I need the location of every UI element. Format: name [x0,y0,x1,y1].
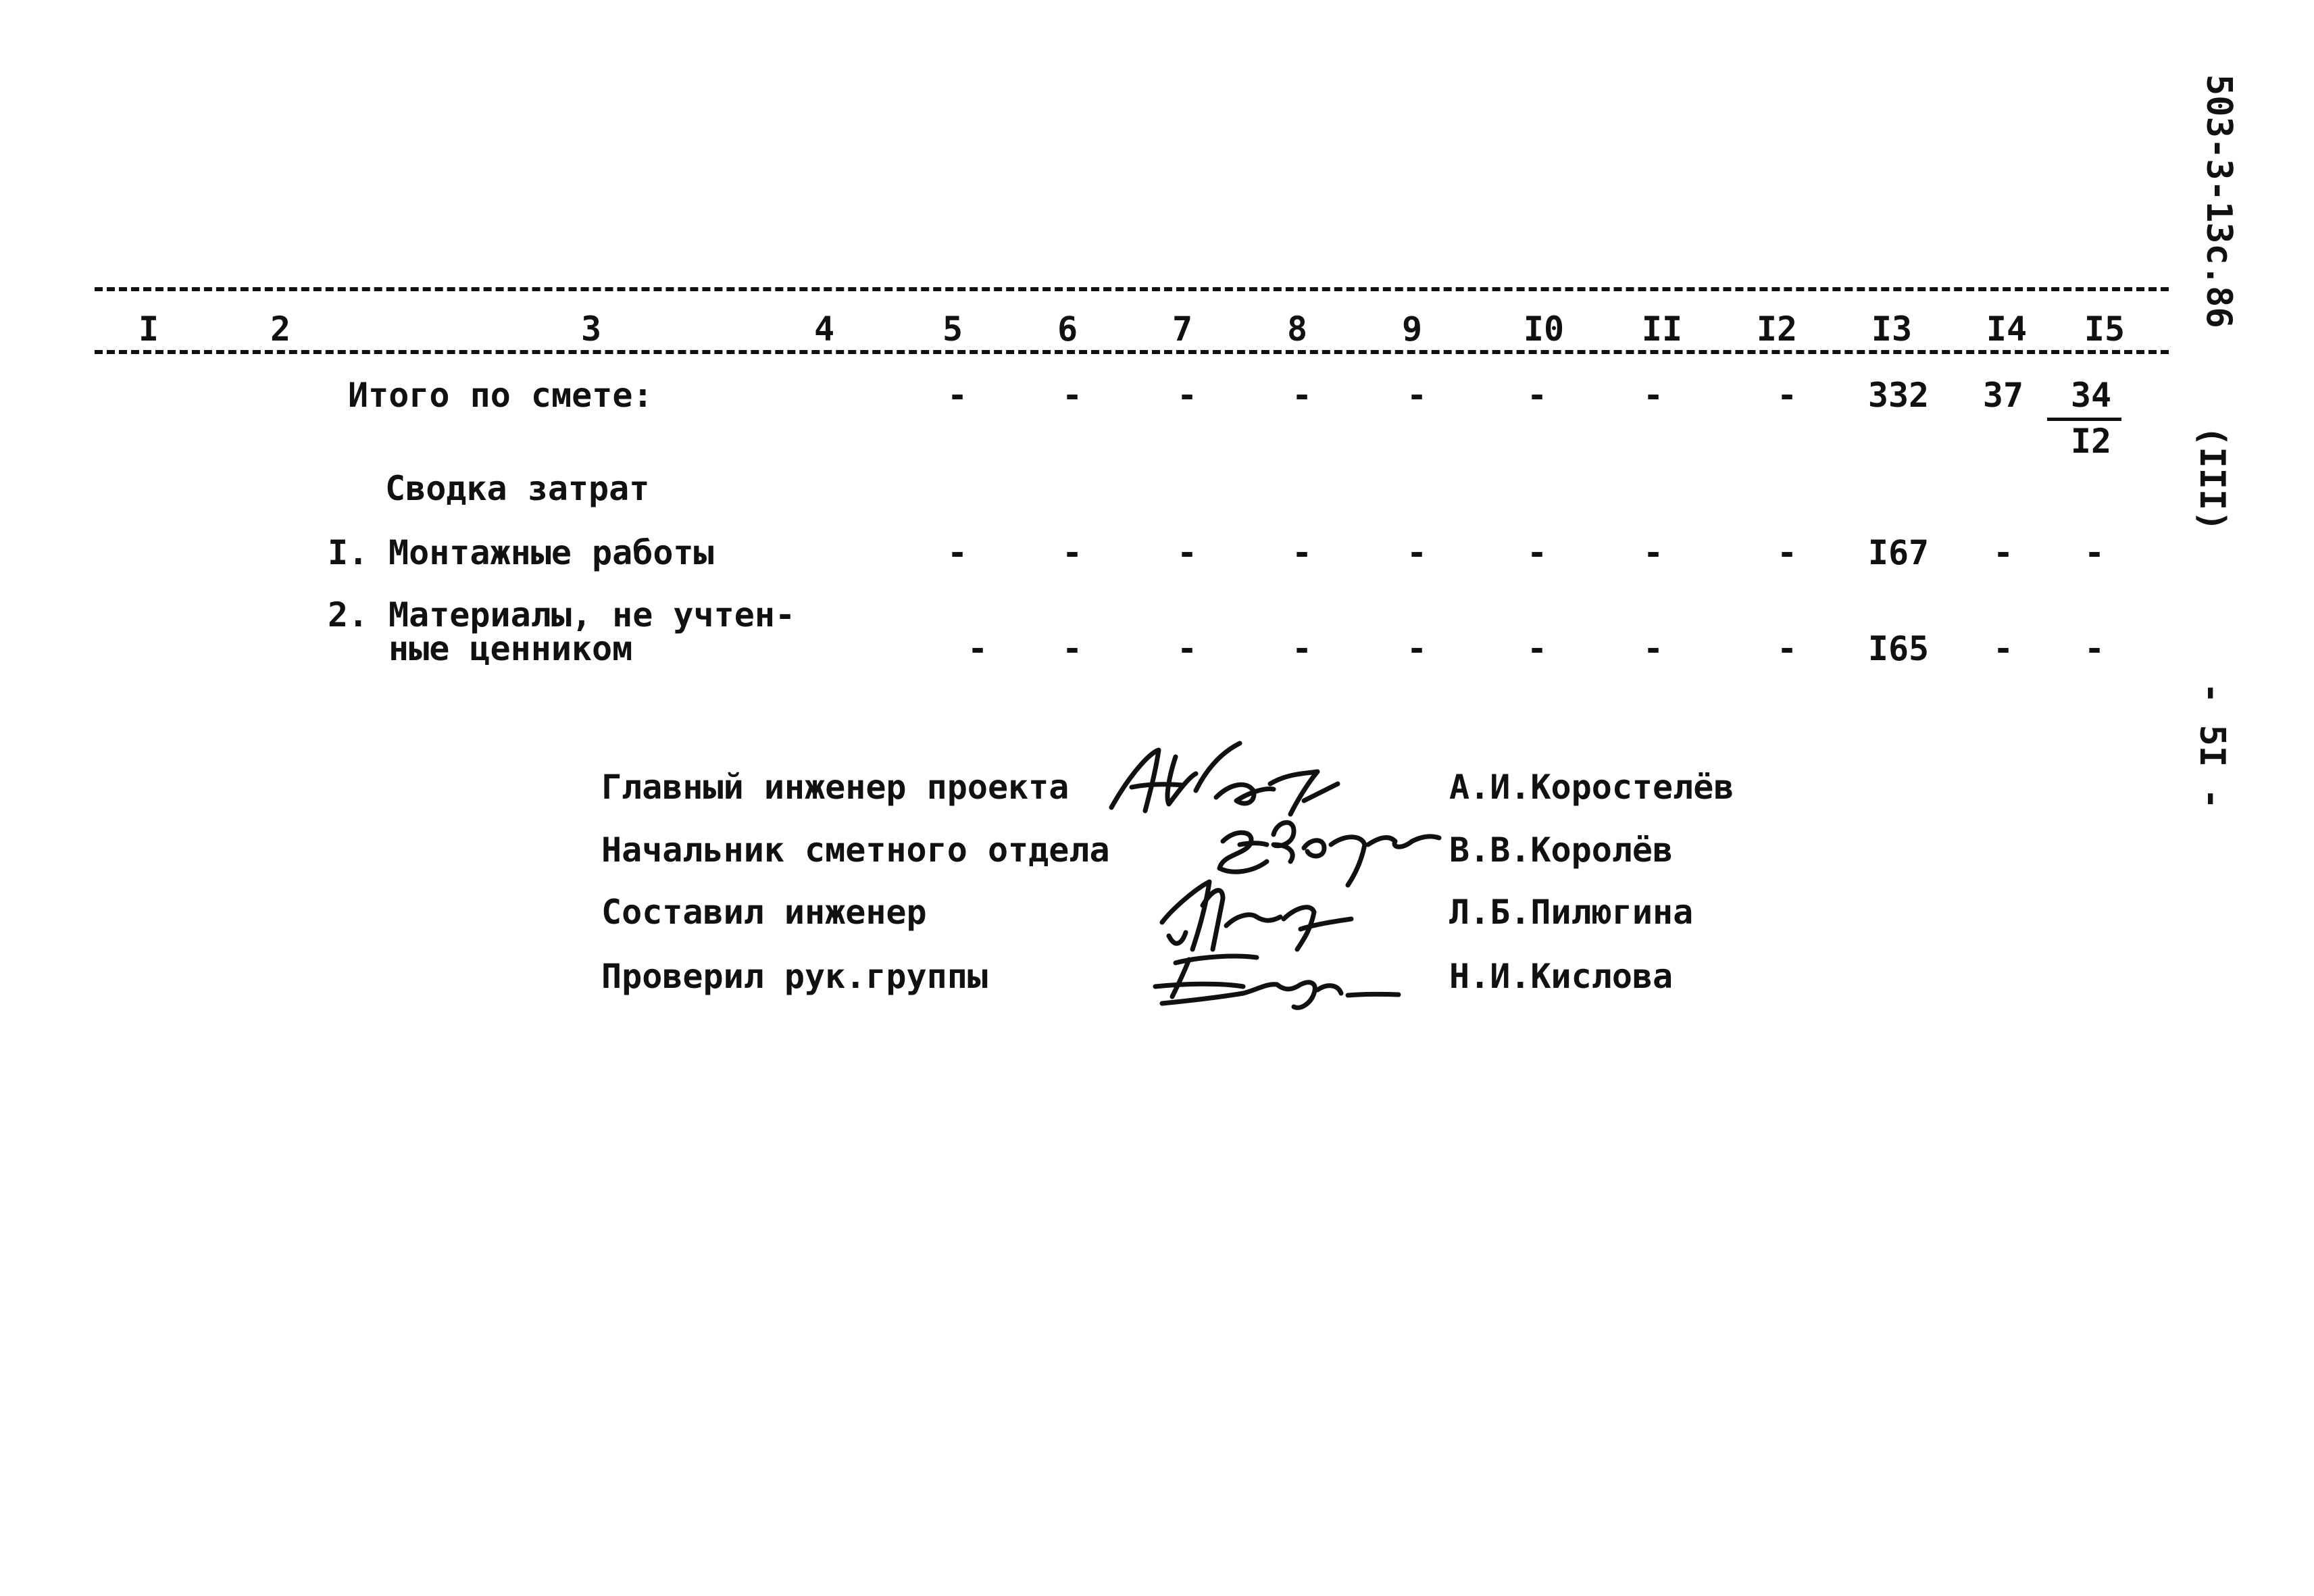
row-number: 2. [328,595,369,634]
col-num-8: 8 [1286,309,1308,349]
row-col13: I65 [1867,629,1930,668]
row-dash: - [1291,629,1313,668]
total-dash: - [1526,376,1548,415]
signer-role: Проверил рук.группы [601,957,988,996]
row-dash: - [1291,533,1313,572]
signer-role: Составил инженер [601,893,927,932]
total-dash: - [1642,376,1664,415]
row-dash: - [1061,533,1083,572]
header-rule-top [95,287,2169,291]
signer-role: Начальник сметного отдела [601,830,1110,870]
total-col14: 37 [1982,376,2024,415]
col-num-14: I4 [1986,309,2028,349]
col-num-5: 5 [942,309,963,349]
summary-heading: Сводка затрат [385,469,650,508]
row-col14: - [1992,533,2014,572]
document-code: 503-3-13с.86 [2198,74,2239,328]
col-num-1: I [138,309,159,349]
row-col14: - [1992,629,2014,668]
total-label: Итого по смете: [348,376,653,415]
col-num-12: I2 [1756,309,1798,349]
row-dash: - [1406,629,1428,668]
signer-name: Н.И.Кислова [1449,957,1674,996]
row-dash: - [1526,533,1548,572]
total-dash: - [1061,376,1083,415]
col-num-9: 9 [1401,309,1423,349]
row-dash: - [1061,629,1083,668]
row-dash: - [1526,629,1548,668]
signature-reviewer [1149,943,1405,1020]
total-dash: - [1176,376,1198,415]
row-label: Монтажные работы [388,533,714,572]
row-dash: - [1176,533,1198,572]
row-label-continued: ные ценником [388,629,633,668]
row-dash: - [1406,533,1428,572]
album-number: (III) [2192,426,2232,532]
signer-name: В.В.Королёв [1449,830,1674,870]
col-num-6: 6 [1057,309,1078,349]
total-col15-denominator: I2 [2070,422,2112,461]
row-dash: - [1642,629,1664,668]
row-label: Материалы, не учтен- [388,595,796,634]
page-number: - 5I - [2192,682,2232,809]
row-dash: - [947,533,968,572]
col-num-7: 7 [1172,309,1193,349]
signer-role: Главный инженер проекта [601,768,1070,807]
row-col15: - [2084,629,2105,668]
row-col15: - [2084,533,2105,572]
row-number: I. [328,533,369,572]
col-num-3: 3 [580,309,602,349]
row-dash: - [1642,533,1664,572]
total-col15-numerator: 34 [2070,376,2112,415]
fraction-bar [2047,418,2121,421]
col-num-13: I3 [1871,309,1913,349]
total-dash: - [1406,376,1428,415]
header-rule-bottom [95,350,2169,354]
row-dash: - [967,629,988,668]
total-dash: - [1291,376,1313,415]
col-num-11: II [1641,309,1683,349]
row-col13: I67 [1867,533,1930,572]
col-num-10: I0 [1523,309,1565,349]
total-dash: - [1776,376,1798,415]
total-col13: 332 [1867,376,1930,415]
signer-name: Л.Б.Пилюгина [1449,893,1694,932]
row-dash: - [1776,629,1798,668]
signer-name: А.И.Коростелёв [1449,768,1734,807]
col-num-15: I5 [2084,309,2126,349]
row-dash: - [1776,533,1798,572]
col-num-4: 4 [813,309,835,349]
row-dash: - [1176,629,1198,668]
total-dash: - [947,376,968,415]
col-num-2: 2 [270,309,291,349]
